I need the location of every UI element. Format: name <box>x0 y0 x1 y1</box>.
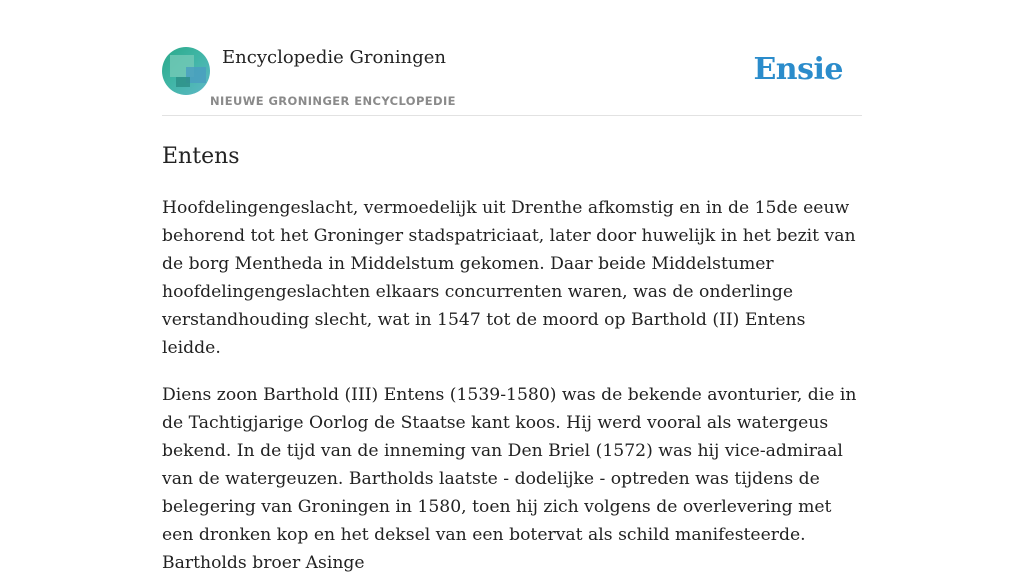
avatar-pattern-block <box>176 77 190 87</box>
site-logo-avatar[interactable] <box>162 47 210 95</box>
entry-title: Entens <box>162 144 240 169</box>
site-subtitle: NIEUWE GRONINGER ENCYCLOPEDIE <box>210 94 456 108</box>
entry-paragraph: Diens zoon Barthold (III) Entens (1539-1580) was de bekende avonturier, die in de Tachtigjarige Oorlog de Staatse kant koos. Hij werd vooral als watergeus bekend. In de tijd van de inneming van Den Briel (1572) was hij vice-admiraal van de watergeuzen. Bartholds laatste - dodelijke - optreden was tijdens de belegering van Groningen in 1580, toen hij zich volgens de overlevering met een dronken kop en het deksel van een botervat als schild manifesteerde. Bartholds broer Asinge <box>162 385 857 573</box>
site-title[interactable]: Encyclopedie Groningen <box>222 47 447 68</box>
brand-logo-link[interactable]: Ensie <box>753 52 843 87</box>
site-header <box>162 46 862 116</box>
page <box>162 0 862 577</box>
entry-paragraph: Hoofdelingengeslacht, vermoedelijk uit Drenthe afkomstig en in de 15de eeuw behorend tot het Groninger stadspatriciaat, later door huwelijk in het bezit van de borg Mentheda in Middelstum gekomen. Daar beide Middelstumer hoofdelingengeslachten elkaars concurrenten waren, was de onderlinge verstandhouding slecht, wat in 1547 tot de moord op Barthold (II) Entens leidde. <box>162 198 856 358</box>
